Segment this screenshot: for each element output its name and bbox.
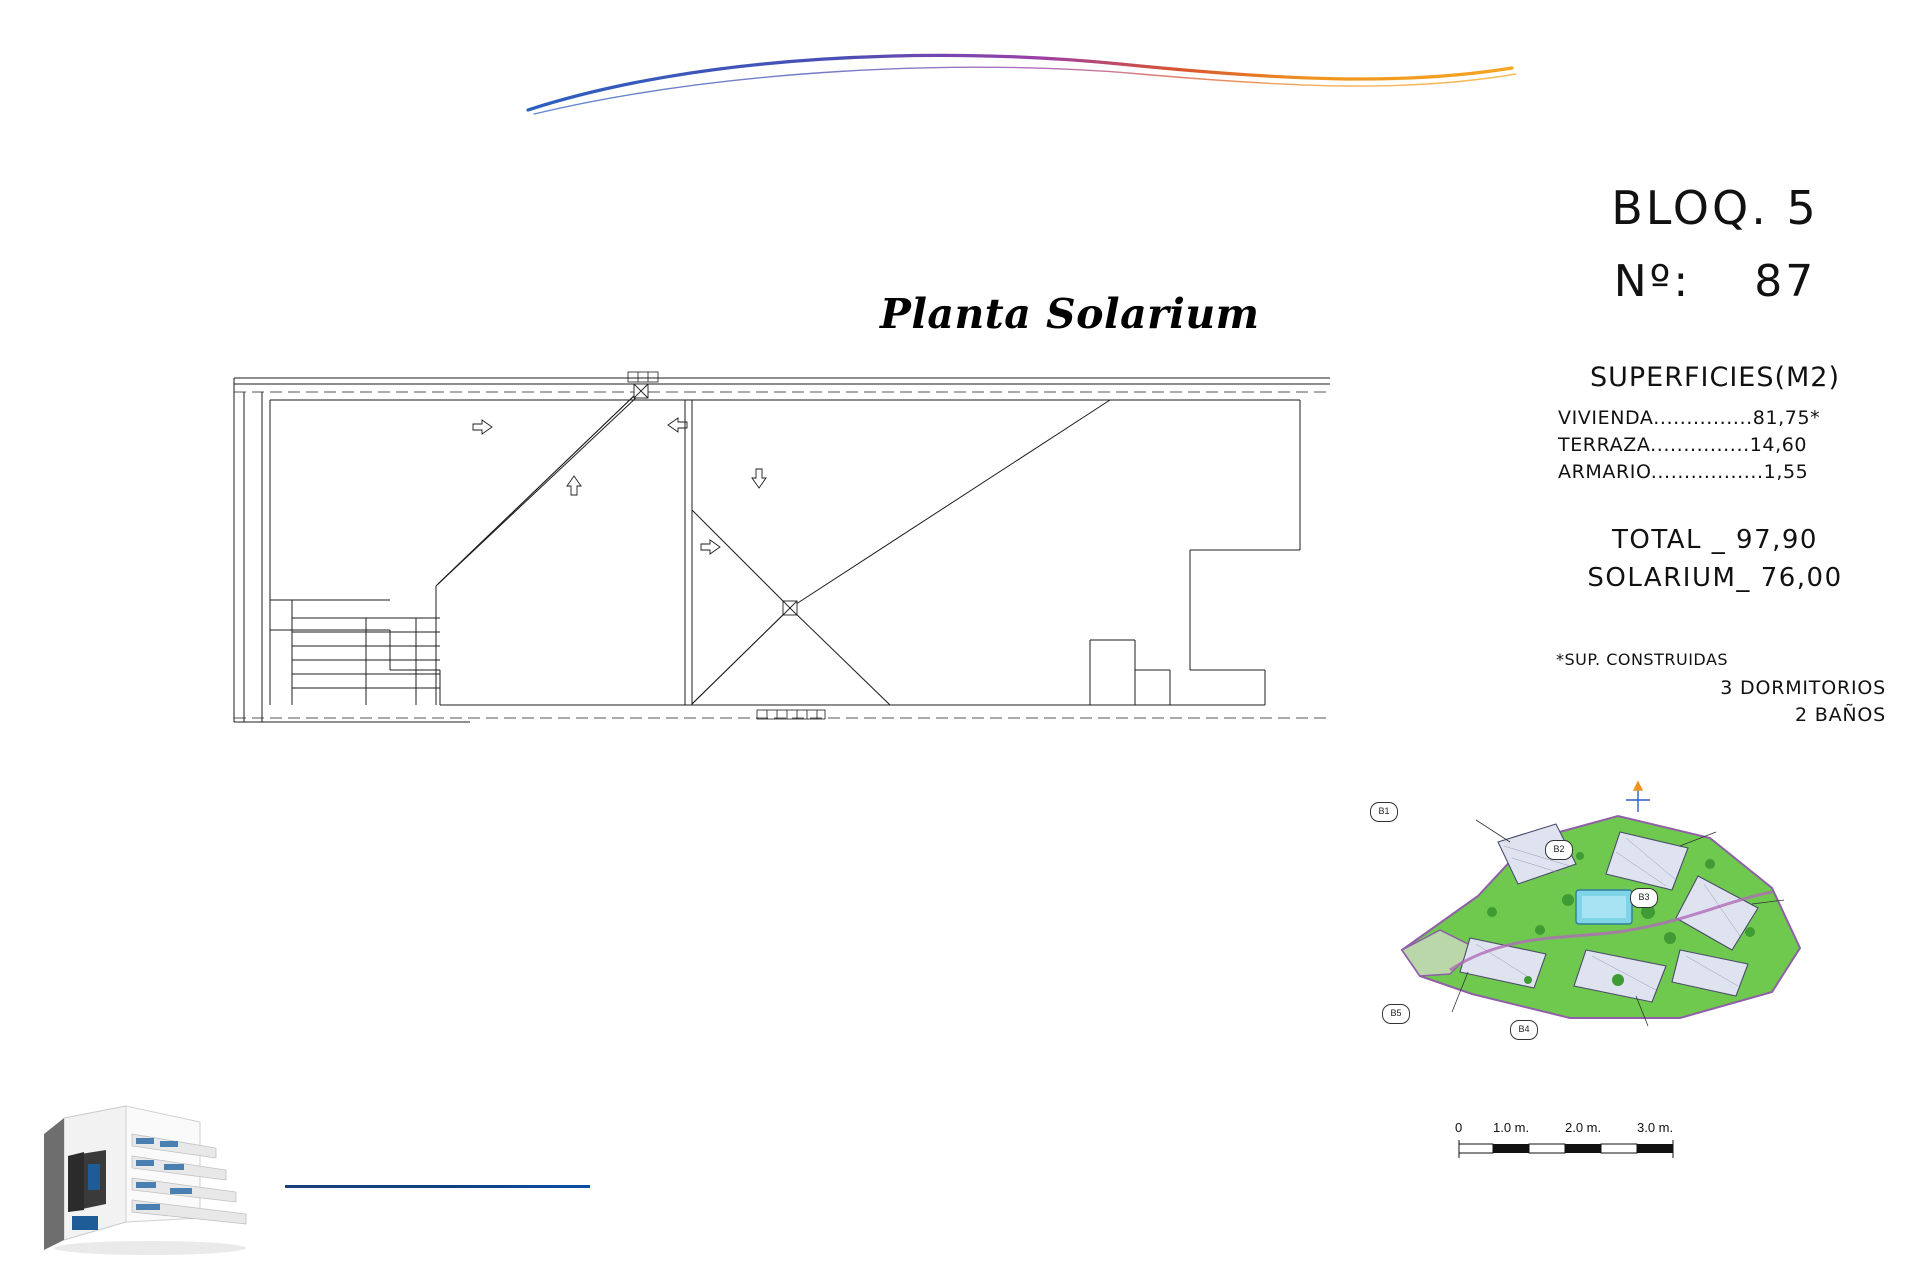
decorative-swoosh (520, 40, 1520, 130)
surface-value: 14,60 (1749, 434, 1808, 457)
sitemap-block-b1: B1 (1370, 802, 1398, 822)
surface-dots: ............... (1650, 434, 1750, 457)
solarium-row (1530, 560, 1900, 598)
scale-tick-3: 3.0 m. (1637, 1120, 1674, 1135)
scale-bar (1455, 1120, 1715, 1167)
floor-plan-drawing (230, 370, 1340, 840)
sitemap-block-b2: B2 (1545, 840, 1573, 860)
sitemap-block-b3: B3 (1630, 888, 1658, 908)
total-row (1530, 522, 1900, 560)
scale-graphic (1455, 1138, 1705, 1162)
surface-dots: ............... (1653, 407, 1753, 430)
unit-number-prefix: Nº: (1613, 255, 1692, 307)
bedrooms-count: 3 DORMITORIOS (1720, 676, 1886, 699)
surfaces-heading: SUPERFICIES(M2) (1589, 362, 1841, 394)
sitemap-block-b4: B4 (1510, 1020, 1538, 1040)
scale-labels (1455, 1120, 1715, 1138)
scale-tick-1: 1.0 m. (1493, 1120, 1530, 1135)
surface-label: TERRAZA (1558, 434, 1651, 457)
scale-tick-2: 2.0 m. (1565, 1120, 1602, 1135)
building-render (40, 1100, 280, 1260)
total-label: TOTAL _ (1612, 525, 1727, 556)
rooms-summary (1530, 675, 1900, 730)
built-area-note: *SUP. CONSTRUIDAS (1556, 649, 1729, 669)
block-label: BLOQ. 5 (1611, 181, 1819, 235)
list-item (1558, 459, 1900, 486)
unit-number-row (1530, 256, 1900, 309)
totals-block (1530, 522, 1900, 597)
scale-tick-0: 0 (1455, 1120, 1463, 1135)
surface-dots: ................. (1650, 461, 1764, 484)
solarium-label: SOLARIUM_ (1587, 562, 1751, 593)
sitemap-block-b5: B5 (1382, 1004, 1410, 1024)
horizon-line (285, 1185, 590, 1188)
info-panel (1530, 180, 1900, 730)
surface-value: 1,55 (1763, 461, 1809, 484)
total-value: 97,90 (1736, 525, 1818, 556)
site-key-map (1380, 780, 1850, 1070)
surface-label: ARMARIO (1558, 461, 1651, 484)
bathrooms-count: 2 BAÑOS (1795, 704, 1886, 727)
surface-label: VIVIENDA (1558, 407, 1654, 430)
solarium-value: 76,00 (1760, 562, 1843, 593)
plan-title: Planta Solarium (880, 290, 1260, 338)
list-item (1558, 432, 1900, 459)
unit-number-value: 87 (1754, 255, 1817, 307)
surfaces-list (1530, 405, 1900, 486)
list-item (1558, 405, 1900, 432)
surface-value: 81,75* (1752, 407, 1821, 430)
